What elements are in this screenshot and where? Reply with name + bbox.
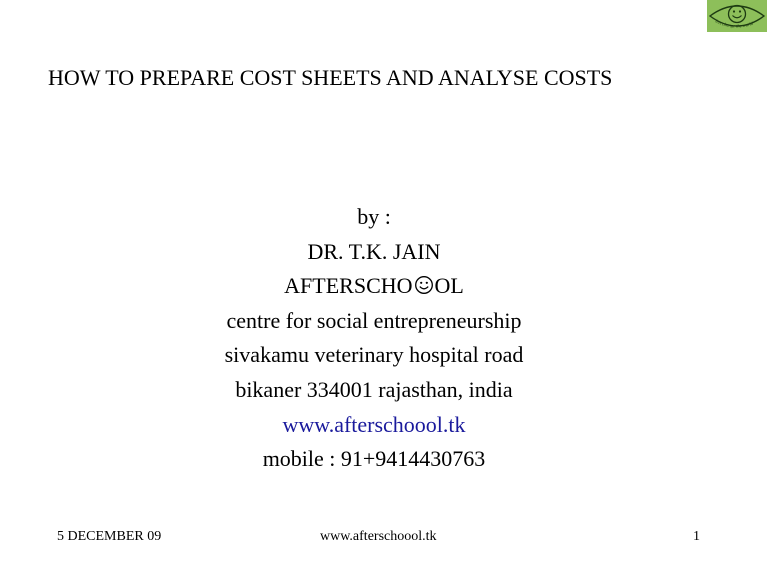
- footer-url: www.afterschoool.tk: [320, 529, 437, 544]
- page-number: 1: [693, 529, 700, 544]
- smiley-icon: [414, 275, 434, 295]
- eye-smiley-icon: [707, 0, 767, 32]
- road-line: sivakamu veterinary hospital road: [224, 342, 524, 368]
- organization-suffix: OL: [434, 273, 464, 299]
- city-line: bikaner 334001 rajasthan, india: [235, 376, 513, 402]
- author-block: [150, 200, 598, 477]
- organization-prefix: AFTERSCHO: [284, 273, 413, 299]
- by-label: by :: [357, 204, 391, 229]
- mobile-line: mobile : 91+9414430763: [262, 446, 486, 472]
- svg-text:lets change the world: [715, 18, 755, 28]
- organization-name: [150, 269, 598, 304]
- footer-date: 5 DECEMBER 09: [57, 529, 162, 544]
- website-link[interactable]: www.afterschoool.tk: [282, 411, 466, 437]
- author-name: DR. T.K. JAIN: [307, 238, 441, 264]
- slide-title: HOW TO PREPARE COST SHEETS AND ANALYSE COSTS: [48, 65, 613, 90]
- afterschool-logo: [707, 0, 767, 32]
- centre-line: centre for social entrepreneurship: [226, 307, 522, 333]
- logo-tagline: lets change the world: [714, 18, 754, 29]
